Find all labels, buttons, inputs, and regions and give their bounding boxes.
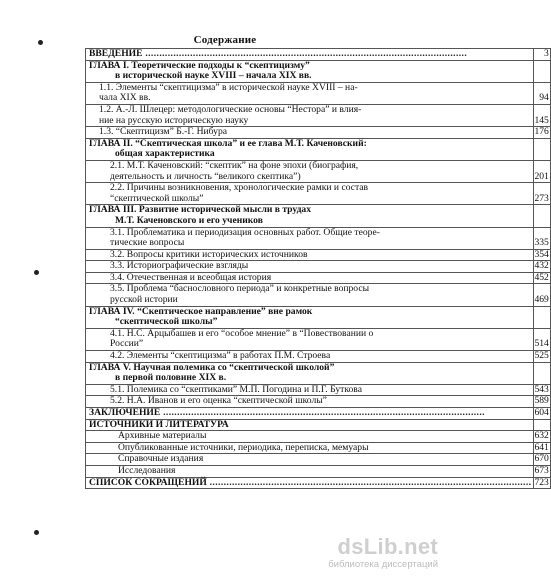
toc-entry-title (86, 465, 534, 477)
toc-page-number: 145 (534, 104, 550, 126)
toc-entry-title (86, 477, 534, 489)
watermark-logo: dsLib.net (337, 534, 438, 559)
toc-row (86, 351, 551, 363)
toc-entry-title (86, 49, 534, 61)
watermark-tagline: библиотека диссертаций (328, 559, 438, 570)
toc-row (86, 362, 551, 384)
toc-entry-title (86, 82, 534, 104)
toc-entry-line: 3.3. Историографические взгляды (110, 260, 249, 272)
toc-entry-line: общая характеристика (115, 148, 215, 160)
toc-entry-line: Опубликованные источники, периодика, переписка, мемуары (118, 441, 369, 453)
toc-page-number: 604 (534, 407, 549, 418)
toc-entry-title (86, 396, 534, 408)
toc-row (86, 160, 551, 182)
toc-row (86, 442, 551, 454)
toc-entry-line: 4.2. Элементы “скептицизма” в работах П.М. Строева (110, 350, 331, 362)
watermark (320, 534, 438, 574)
toc-row (86, 306, 551, 328)
toc-row (86, 419, 551, 431)
toc-entry-title (86, 351, 534, 363)
toc-entry-title (86, 284, 534, 306)
toc-row (86, 60, 551, 82)
table-of-contents (85, 48, 551, 489)
toc-entry-line: СПИСОК СОКРАЩЕНИЙ ..... (89, 478, 531, 489)
toc-entry-line: М.Т. Каченовского и его учеников (115, 214, 263, 226)
toc-entry-title (86, 138, 534, 160)
toc-entry-line: 2.1. М.Т. Каченовский: “скептик” на фоне эпохи (биография, (110, 159, 359, 171)
toc-page-number (534, 205, 550, 227)
toc-entry-line: 3.4. Отечественная и всеобщая история (110, 271, 272, 283)
toc-entry-line: 1.1. Элементы “скептицизма” в исторической науке XVIII – на- (99, 81, 358, 93)
toc-row (86, 249, 551, 261)
toc-entry-line: ЗАКЛЮЧЕНИЕ ..... (89, 408, 531, 419)
toc-page-number: 201 (534, 160, 550, 182)
toc-row (86, 104, 551, 126)
toc-entry-line: чала XIX вв. (99, 92, 151, 104)
toc-entry-line: России” (110, 338, 144, 350)
toc-entry-line: ГЛАВА V. Научная полемика со “скептической школой” (89, 361, 335, 373)
toc-entry-title (86, 419, 534, 431)
toc-entry-line: “скептической школы” (110, 192, 204, 204)
toc-entry-line: 3.1. Проблематика и периодизация основных работ. Общие теоре- (110, 226, 380, 238)
toc-page-number: 354 (534, 248, 549, 260)
toc-page-number: 3 (534, 49, 550, 61)
toc-page-number: 525 (534, 350, 549, 362)
toc-page-number: 632 (534, 430, 549, 442)
toc-entry-line: ГЛАВА II. “Скептическая школа” и ее глава М.Т. Каченовский: (89, 137, 367, 149)
toc-page-number: 641 (534, 441, 549, 453)
toc-row (86, 465, 551, 477)
toc-entry-line: Исследования (118, 464, 176, 476)
toc-entry-title (86, 261, 534, 273)
toc-entry-line: 1.2. А.-Л. Шлецер: методологические основы “Нестора” и влия- (99, 103, 362, 115)
toc-entry-title (86, 454, 534, 466)
toc-row (86, 227, 551, 249)
toc-page-number: 543 (534, 383, 549, 395)
toc-page-number: 335 (534, 227, 550, 249)
toc-entry-title (86, 183, 534, 205)
toc-row (86, 477, 551, 489)
toc-entry-line: 5.2. Н.А. Иванов и его оценка “скептической школы” (110, 395, 327, 407)
toc-entry-line: 3.5. Проблема “баснословного периода” и конкретные вопросы (110, 283, 370, 295)
toc-row (86, 408, 551, 420)
binding-hole (34, 270, 39, 275)
toc-entry-line: “скептической школы” (115, 316, 218, 328)
toc-page-number: 176 (534, 126, 549, 138)
toc-entry-line: тические вопросы (110, 237, 185, 249)
toc-page-number: 452 (534, 271, 549, 283)
toc-page-number (534, 60, 550, 82)
toc-row (86, 205, 551, 227)
toc-entry-title (86, 205, 534, 227)
toc-entry-line: 2.2. Причины возникновения, хронологические рамки и состав (110, 182, 369, 194)
toc-entry-line: деятельность и личность “великого скептика”) (110, 170, 301, 182)
page-title: Содержание (193, 34, 257, 46)
toc-entry-title (86, 362, 534, 384)
toc-entry-line: ГЛАВА III. Развитие исторической мысли в трудах (89, 204, 312, 216)
toc-row (86, 183, 551, 205)
toc-entry-title (86, 160, 534, 182)
toc-entry-title (86, 127, 534, 139)
toc-row (86, 284, 551, 306)
toc-entry-line: русской истории (110, 294, 178, 306)
toc-entry-title (86, 384, 534, 396)
toc-page-number: 273 (534, 183, 550, 205)
toc-row (86, 49, 551, 61)
toc-entry-title (86, 104, 534, 126)
toc-page-number: 94 (534, 82, 550, 104)
toc-row (86, 272, 551, 284)
toc-entry-line: ИСТОЧНИКИ И ЛИТЕРАТУРА (89, 418, 229, 430)
toc-page-number: 670 (534, 453, 549, 465)
toc-entry-line: Архивные материалы (118, 430, 207, 442)
toc-page-number: 469 (534, 284, 550, 306)
toc-page-number: 589 (534, 395, 549, 407)
toc-entry-line: в исторической науке XVIII – начала XIX вв. (115, 70, 312, 82)
toc-page-number (534, 138, 550, 160)
toc-entry-line: ГЛАВА IV. “Скептическое направление” вне рамок (89, 305, 313, 317)
toc-entry-line: 1.3. “Скептицизм” Б.-Г. Нибура (99, 126, 228, 138)
toc-entry-line: 3.2. Вопросы критики исторических источников (110, 248, 308, 260)
toc-page-number: 514 (534, 328, 550, 350)
toc-page-number (534, 306, 550, 328)
toc-page-number (534, 362, 550, 384)
toc-entry-line: ГЛАВА I. Теоретические подходы к “скептицизму” (89, 59, 310, 71)
toc-entry-title (86, 408, 534, 420)
toc-row (86, 127, 551, 139)
toc-page-number: 673 (534, 464, 549, 476)
toc-entry-title (86, 227, 534, 249)
toc-row (86, 384, 551, 396)
toc-row (86, 396, 551, 408)
toc-row (86, 454, 551, 466)
toc-entry-line: Справочные издания (118, 453, 204, 465)
toc-row (86, 328, 551, 350)
toc-entry-title (86, 328, 534, 350)
toc-entry-title (86, 272, 534, 284)
toc-entry-line: в первой половине XIX в. (115, 372, 227, 384)
toc-entry-line: ние на русскую историческую науку (99, 114, 249, 126)
binding-hole (34, 530, 39, 535)
toc-entry-line: 4.1. Н.С. Арцыбашев и его “особое мнение” в “Повествовании о (110, 327, 374, 339)
toc-row (86, 431, 551, 443)
toc-page-number: 723 (534, 476, 549, 488)
toc-row (86, 138, 551, 160)
toc-entry-line: 5.1. Полемика со “скептиками” М.П. Погодина и П.Г. Буткова (110, 383, 362, 395)
toc-entry-line: ВВЕДЕНИЕ ..... (89, 49, 531, 60)
toc-row (86, 82, 551, 104)
toc-entry-title (86, 442, 534, 454)
toc-page-number (534, 419, 550, 431)
toc-entry-title (86, 431, 534, 443)
toc-entry-title (86, 60, 534, 82)
toc-page-number: 432 (534, 260, 549, 272)
toc-entry-title (86, 306, 534, 328)
toc-row (86, 261, 551, 273)
toc-entry-title (86, 249, 534, 261)
